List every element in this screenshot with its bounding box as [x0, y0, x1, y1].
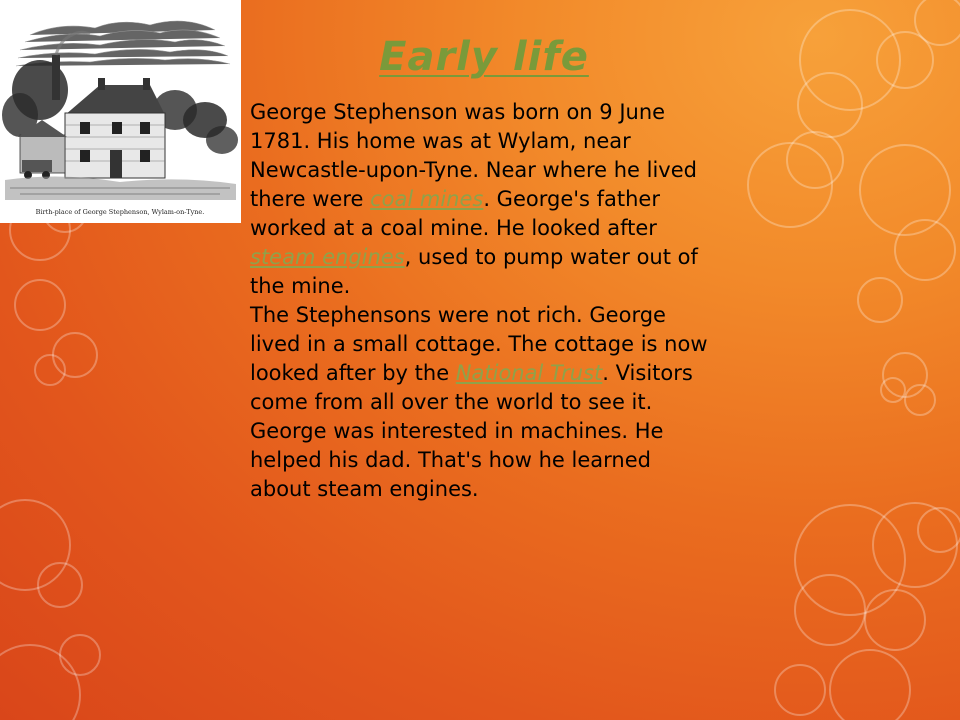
slide-title	[241, 30, 727, 84]
national-trust-link[interactable]: National Trust	[455, 361, 603, 385]
paragraph-birth	[250, 98, 710, 301]
text-span: . Visitors come from all over the world to see it. George was interested in machines. He helped his dad. That's how he learned about steam engines.	[250, 361, 693, 501]
birthplace-engraving	[0, 0, 241, 223]
text-span: George Stephenson was born on 9 June 1781. His home was at Wylam, near Newcastle-upon-Tyne. Near where he lived there were	[250, 100, 697, 211]
text-span: , used to pump water out of the mine.	[250, 245, 698, 298]
steam-engines-link[interactable]: steam engines	[250, 245, 405, 269]
text-span: . George's father worked at a coal mine. He looked after	[250, 187, 660, 240]
title-link[interactable]: Early life	[379, 34, 589, 80]
text-span: The Stephensons were not rich. George lived in a small cottage. The cottage is now looked after by the	[250, 303, 708, 385]
coal-mines-link[interactable]: coal mines	[370, 187, 484, 211]
paragraph-cottage	[250, 301, 710, 504]
body-text	[250, 98, 710, 504]
illustration-caption: Birth-place of George Stephenson, Wylam-on-Tyne.	[35, 208, 205, 216]
